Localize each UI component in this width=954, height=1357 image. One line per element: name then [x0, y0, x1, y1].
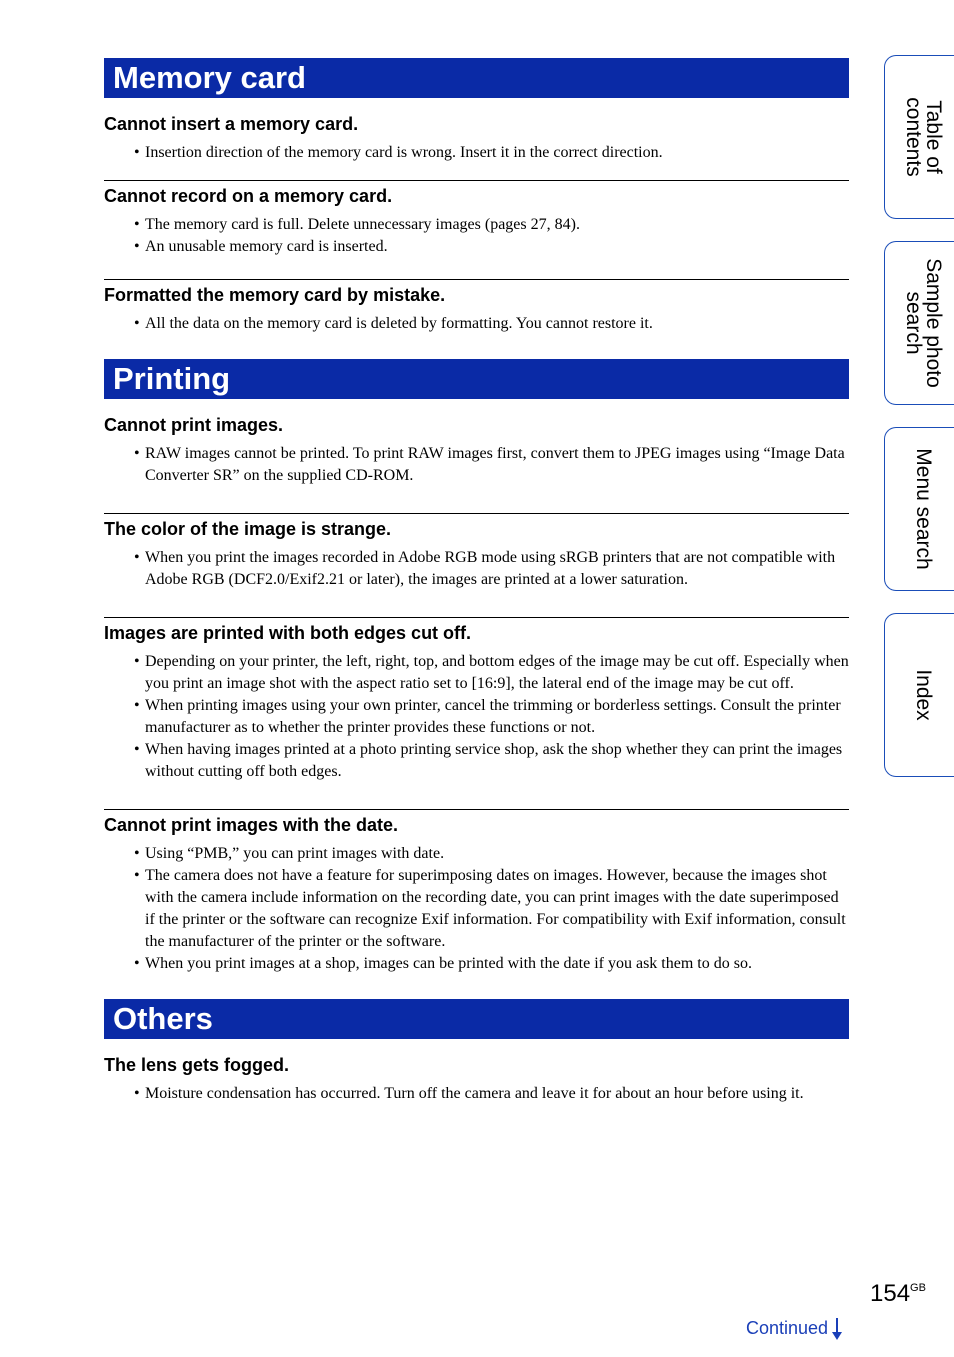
entry — [104, 519, 849, 591]
entry-heading: The color of the image is strange. — [104, 519, 392, 539]
page-content — [104, 58, 849, 1105]
list-item: • Using “PMB,” you can print images with date. — [134, 845, 445, 862]
list-item: • RAW images cannot be printed. To print RAW images first, convert them to JPEG images using “Image Data Converter SR” on the supplied CD-ROM. — [134, 445, 845, 484]
section-title-others: Others — [104, 999, 849, 1039]
section-title-memory-card: Memory card — [104, 58, 849, 98]
list-item: • When you print images at a shop, images can be printed with the date if you ask them to do so. — [134, 955, 752, 972]
entry-heading: Formatted the memory card by mistake. — [104, 285, 446, 305]
tab-menu-search[interactable] — [884, 427, 954, 591]
entry — [104, 114, 849, 164]
entry — [104, 815, 849, 975]
list-item: • When you print the images recorded in Adobe RGB mode using sRGB printers that are not compatible with Adobe RGB (DCF2.0/Exif2.21 or later), the images are printed at a lower saturation. — [134, 549, 836, 588]
tab-label: Table of contents — [901, 97, 945, 177]
tab-table-of-contents[interactable] — [884, 55, 954, 219]
side-nav-tabs — [884, 0, 954, 1357]
entry — [104, 623, 849, 783]
entry-heading: Images are printed with both edges cut off. — [104, 623, 472, 643]
entry-heading: Cannot print images. — [104, 415, 284, 435]
arrow-down-icon — [832, 1318, 842, 1340]
list-item: • An unusable memory card is inserted. — [134, 238, 388, 255]
entry-heading: Cannot print images with the date. — [104, 815, 399, 835]
list-item: • When having images printed at a photo printing service shop, ask the shop whether they can print the images without cutting off both edges. — [134, 741, 843, 780]
entry — [104, 186, 849, 258]
list-item: • The memory card is full. Delete unnecessary images (pages 27, 84). — [134, 216, 580, 233]
list-item: • Moisture condensation has occurred. Turn off the camera and leave it for about an hour before using it. — [134, 1085, 804, 1102]
tab-label: Menu search — [911, 448, 935, 570]
tab-sample-photo-search[interactable] — [884, 241, 954, 405]
entry-heading: Cannot record on a memory card. — [104, 186, 393, 206]
tab-label: Sample photo search — [901, 258, 945, 388]
list-item: • Insertion direction of the memory card is wrong. Insert it in the correct direction. — [134, 144, 663, 161]
page-number: $154^{GB}$ — [870, 1280, 926, 1307]
list-item: • When printing images using your own printer, cancel the trimming or borderless settings. Consult the printer manufacturer as to whether the printer provides these functions or not. — [134, 697, 841, 736]
entry — [104, 285, 849, 335]
list-item: • The camera does not have a feature for superimposing dates on images. However, because the images shot with the camera include information on the recording date, you can print images with the date superimposed if the printer or the software can recognize Exif information. For compatibility with Exif information, consult the manufacturer of the printer or the software. — [134, 867, 846, 950]
tab-index[interactable] — [884, 613, 954, 777]
continued-link[interactable]: Continued — [746, 1318, 842, 1340]
entry — [104, 1055, 849, 1105]
section-title-printing: Printing — [104, 359, 849, 399]
list-item: • All the data on the memory card is deleted by formatting. You cannot restore it. — [134, 315, 653, 332]
entry-heading: Cannot insert a memory card. — [104, 114, 359, 134]
entry — [104, 415, 849, 487]
entry-heading: The lens gets fogged. — [104, 1055, 290, 1075]
tab-label: Index — [911, 669, 935, 721]
list-item: • Depending on your printer, the left, right, top, and bottom edges of the image may be cut off. Especially when you print an image shot with the aspect ratio set to [16:9], the lateral end of the image may be cut off. — [134, 653, 849, 692]
